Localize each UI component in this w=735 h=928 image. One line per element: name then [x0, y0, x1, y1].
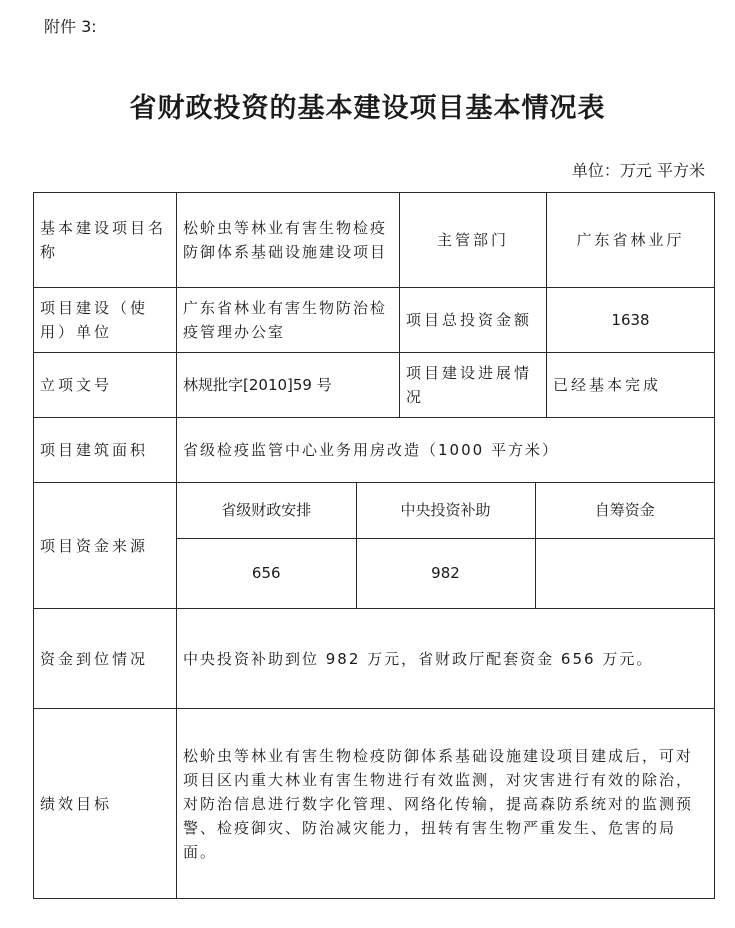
- funding-value-provincial: 656: [177, 538, 356, 608]
- progress-label: 项目建设进展情况: [400, 353, 547, 418]
- approval-value: 林规批字[2010]59 号: [177, 353, 400, 418]
- table-row: [34, 288, 715, 353]
- project-name-label: 基本建设项目名称: [34, 193, 177, 288]
- funding-cell: [177, 483, 715, 609]
- unit-label: 单位：万元 平方米: [571, 161, 705, 180]
- performance-label: 绩效目标: [34, 709, 177, 899]
- table-row: [34, 193, 715, 288]
- table-row: [34, 709, 715, 899]
- attachment-label: 附件 3:: [44, 17, 97, 36]
- funding-subtable: [177, 483, 714, 608]
- authority-label: 主管部门: [400, 193, 547, 288]
- unit-label-cell: 项目建设（使用）单位: [34, 288, 177, 353]
- approval-label: 立项文号: [34, 353, 177, 418]
- arrival-label: 资金到位情况: [34, 609, 177, 709]
- page-title: 省财政投资的基本建设项目基本情况表: [129, 93, 606, 124]
- funding-header-self: 自筹资金: [535, 483, 714, 538]
- unit-value: 广东省林业有害生物防治检疫管理办公室: [177, 288, 400, 353]
- progress-value: 已经基本完成: [547, 353, 715, 418]
- performance-value: 松蚧虫等林业有害生物检疫防御体系基础设施建设项目建成后，可对项目区内重大林业有害生物进行有效监测，对灾害进行有效的除治，对防治信息进行数字化管理、网络化传输，提高森防系统对的监测预警、检疫御灾、防治减灾能力，扭转有害生物严重发生、危害的局面。: [177, 709, 715, 899]
- funding-value-self: [535, 538, 714, 608]
- arrival-value: 中央投资补助到位 982 万元，省财政厅配套资金 656 万元。: [177, 609, 715, 709]
- total-invest-label: 项目总投资金额: [400, 288, 547, 353]
- funding-label: 项目资金来源: [34, 483, 177, 609]
- table-row: [34, 353, 715, 418]
- project-info-table: [33, 192, 715, 899]
- funding-value-central: 982: [356, 538, 535, 608]
- table-row: [34, 483, 715, 609]
- total-invest-value: 1638: [547, 288, 715, 353]
- funding-header-provincial: 省级财政安排: [177, 483, 356, 538]
- table-row: [34, 609, 715, 709]
- funding-header-central: 中央投资补助: [356, 483, 535, 538]
- area-value: 省级检疫监管中心业务用房改造（1000 平方米）: [177, 418, 715, 483]
- authority-value: 广东省林业厅: [547, 193, 715, 288]
- area-label: 项目建筑面积: [34, 418, 177, 483]
- table-row: [34, 418, 715, 483]
- project-name-value: 松蚧虫等林业有害生物检疫防御体系基础设施建设项目: [177, 193, 400, 288]
